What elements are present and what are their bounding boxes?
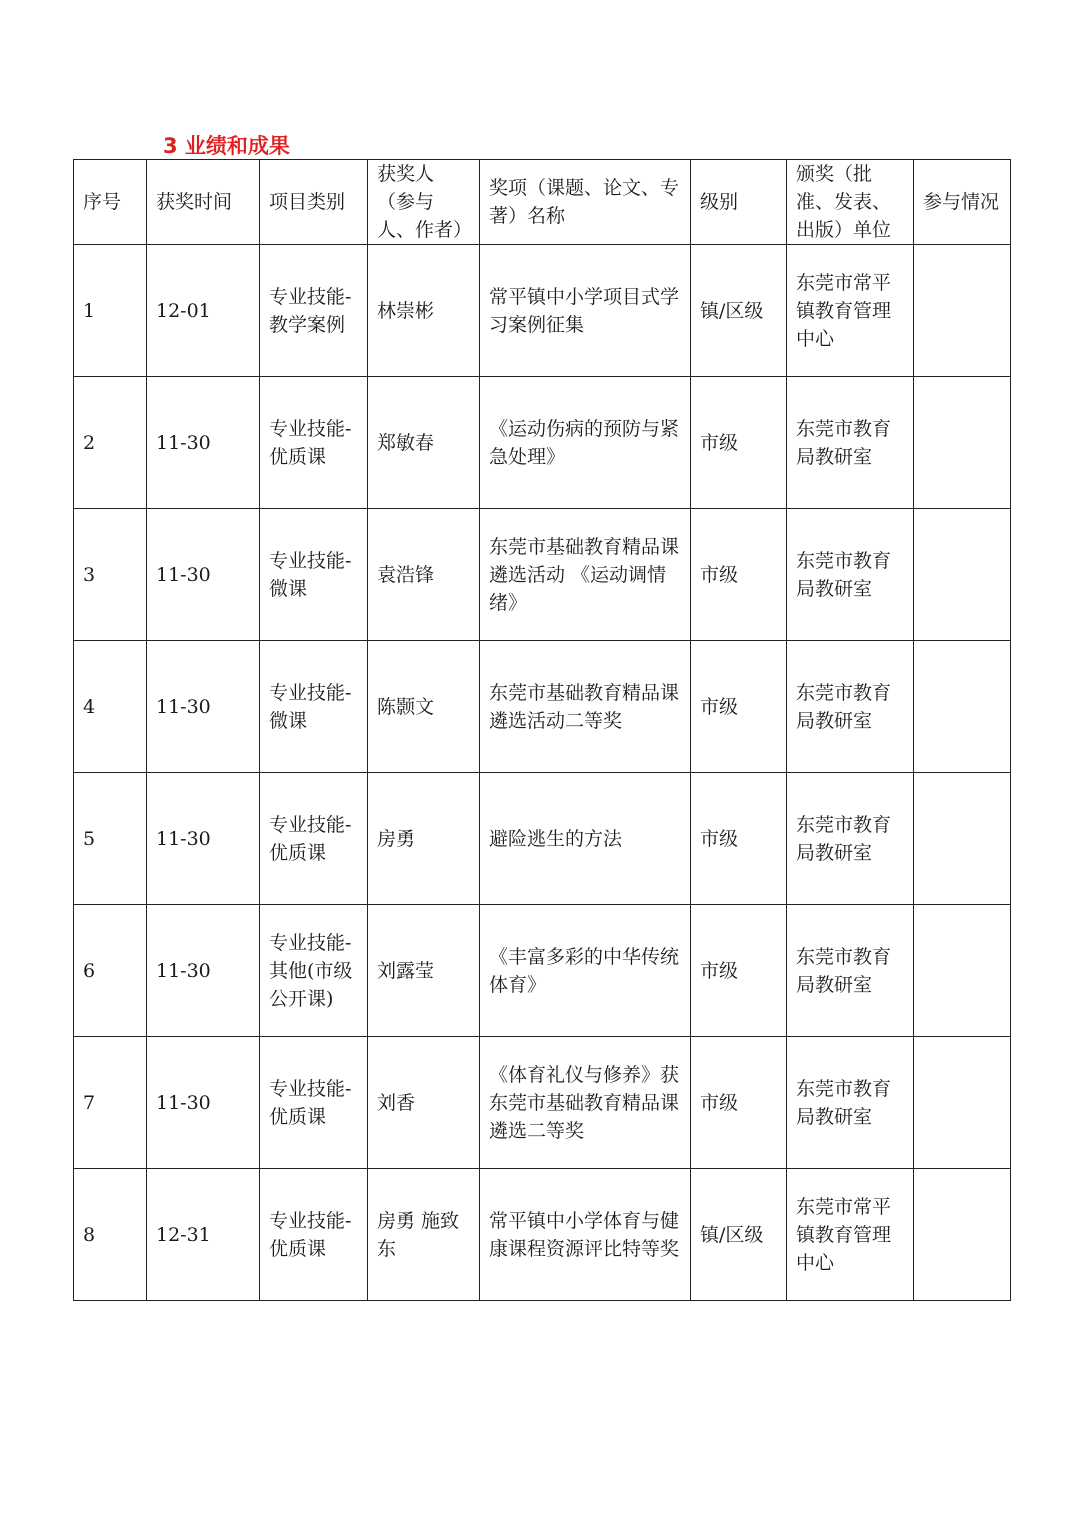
cell-no: 4 (74, 641, 147, 773)
cell-level: 市级 (691, 641, 787, 773)
cell-no: 2 (74, 377, 147, 509)
cell-winner: 袁浩锋 (368, 509, 480, 641)
header-cell: 项目类别 (260, 160, 368, 245)
header-cell: 级别 (691, 160, 787, 245)
cell-category: 专业技能-优质课 (260, 1169, 368, 1301)
header-cell: 序号 (74, 160, 147, 245)
cell-participation (914, 377, 1011, 509)
cell-award: 《体育礼仪与修养》获东莞市基础教育精品课遴选二等奖 (480, 1037, 691, 1169)
table-row (74, 905, 1011, 1037)
cell-winner: 郑敏春 (368, 377, 480, 509)
cell-category: 专业技能-教学案例 (260, 245, 368, 377)
cell-category: 专业技能-优质课 (260, 1037, 368, 1169)
cell-award: 《运动伤病的预防与紧急处理》 (480, 377, 691, 509)
table-header-row (74, 160, 1011, 245)
cell-award: 东莞市基础教育精品课遴选活动二等奖 (480, 641, 691, 773)
cell-winner: 刘露莹 (368, 905, 480, 1037)
cell-date: 11-30 (147, 905, 260, 1037)
cell-category: 专业技能-优质课 (260, 377, 368, 509)
cell-no: 8 (74, 1169, 147, 1301)
cell-level: 市级 (691, 1037, 787, 1169)
cell-winner: 房勇 施致东 (368, 1169, 480, 1301)
cell-issuer: 东莞市教育局教研室 (787, 905, 914, 1037)
cell-level: 市级 (691, 509, 787, 641)
cell-no: 1 (74, 245, 147, 377)
awards-table (73, 159, 1011, 1301)
table-row (74, 245, 1011, 377)
header-cell: 参与情况 (914, 160, 1011, 245)
header-cell: 奖项（课题、论文、专著）名称 (480, 160, 691, 245)
cell-issuer: 东莞市常平镇教育管理中心 (787, 245, 914, 377)
cell-participation (914, 509, 1011, 641)
cell-issuer: 东莞市教育局教研室 (787, 509, 914, 641)
cell-participation (914, 245, 1011, 377)
cell-level: 市级 (691, 905, 787, 1037)
cell-award: 避险逃生的方法 (480, 773, 691, 905)
cell-level: 市级 (691, 773, 787, 905)
cell-award: 常平镇中小学体育与健康课程资源评比特等奖 (480, 1169, 691, 1301)
cell-issuer: 东莞市教育局教研室 (787, 641, 914, 773)
cell-date: 11-30 (147, 377, 260, 509)
cell-award: 常平镇中小学项目式学习案例征集 (480, 245, 691, 377)
cell-award: 《丰富多彩的中华传统体育》 (480, 905, 691, 1037)
cell-issuer: 东莞市教育局教研室 (787, 773, 914, 905)
cell-date: 12-01 (147, 245, 260, 377)
cell-date: 12-31 (147, 1169, 260, 1301)
cell-level: 镇/区级 (691, 1169, 787, 1301)
cell-winner: 刘香 (368, 1037, 480, 1169)
cell-date: 11-30 (147, 773, 260, 905)
header-cell: 颁奖（批准、发表、出版）单位 (787, 160, 914, 245)
cell-winner: 房勇 (368, 773, 480, 905)
table-row (74, 377, 1011, 509)
cell-no: 3 (74, 509, 147, 641)
cell-level: 市级 (691, 377, 787, 509)
cell-participation (914, 1037, 1011, 1169)
cell-date: 11-30 (147, 641, 260, 773)
cell-winner: 陈颢文 (368, 641, 480, 773)
cell-category: 专业技能-微课 (260, 641, 368, 773)
cell-issuer: 东莞市教育局教研室 (787, 377, 914, 509)
table-row (74, 509, 1011, 641)
cell-winner: 林崇彬 (368, 245, 480, 377)
table-row (74, 1037, 1011, 1169)
table-row (74, 641, 1011, 773)
header-cell: 获奖人（参与人、作者） (368, 160, 480, 245)
cell-no: 6 (74, 905, 147, 1037)
cell-issuer: 东莞市教育局教研室 (787, 1037, 914, 1169)
cell-participation (914, 773, 1011, 905)
cell-category: 专业技能-微课 (260, 509, 368, 641)
cell-category: 专业技能-其他(市级公开课) (260, 905, 368, 1037)
section-title: 3 业绩和成果 (163, 134, 290, 158)
cell-no: 7 (74, 1037, 147, 1169)
cell-date: 11-30 (147, 509, 260, 641)
table-row (74, 1169, 1011, 1301)
cell-award: 东莞市基础教育精品课遴选活动 《运动调情绪》 (480, 509, 691, 641)
cell-category: 专业技能-优质课 (260, 773, 368, 905)
cell-no: 5 (74, 773, 147, 905)
header-cell: 获奖时间 (147, 160, 260, 245)
cell-issuer: 东莞市常平镇教育管理中心 (787, 1169, 914, 1301)
cell-participation (914, 905, 1011, 1037)
table-row (74, 773, 1011, 905)
cell-participation (914, 1169, 1011, 1301)
cell-participation (914, 641, 1011, 773)
cell-level: 镇/区级 (691, 245, 787, 377)
cell-date: 11-30 (147, 1037, 260, 1169)
